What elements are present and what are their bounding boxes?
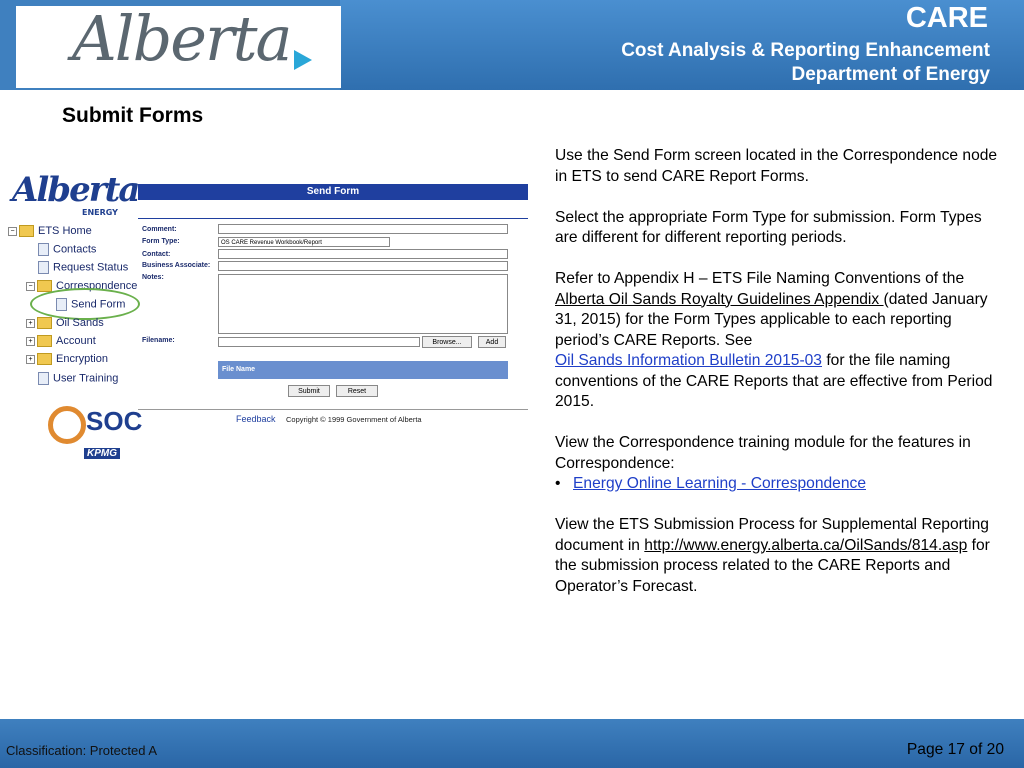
online-learning-link[interactable]: Energy Online Learning - Correspondence <box>573 475 866 492</box>
logo-mark-icon <box>294 50 312 70</box>
classification-label: Classification: Protected A <box>6 743 158 758</box>
tree-item-oil-sands[interactable]: + Oil Sands <box>26 317 104 329</box>
folder-icon <box>19 225 34 237</box>
expand-icon: + <box>26 355 35 364</box>
comment-input[interactable] <box>218 224 508 234</box>
tree-item-encryption[interactable]: + Encryption <box>26 353 108 365</box>
ets-alberta-logo: Alberta <box>12 170 139 210</box>
send-form-panel <box>138 184 528 406</box>
kpmg-logo: KPMG <box>84 448 120 459</box>
comment-label: Comment: <box>142 226 177 233</box>
page-number: Page 17 of 20 <box>906 741 1004 758</box>
care-title: CARE <box>905 2 988 34</box>
tree-item-correspondence[interactable]: − Correspondence <box>26 280 137 292</box>
energy-url-link[interactable]: http://www.energy.alberta.ca/OilSands/814.asp <box>644 536 968 554</box>
slide-title: Submit Forms <box>62 104 204 127</box>
paragraph-submission: View the ETS Submission Process for Supplemental Reporting document in http://www.energy.alberta.ca/OilSands/814.asp for the submission process related to the CARE Reports and Operator’s Forecast. <box>555 516 990 595</box>
submit-button[interactable]: Submit <box>288 385 330 397</box>
send-form-body <box>138 218 528 410</box>
contact-select[interactable] <box>218 249 508 259</box>
tree-item-request-status[interactable]: Request Status <box>38 261 128 274</box>
instructions-text <box>555 146 1005 618</box>
filename-label: Filename: <box>142 337 175 344</box>
notes-label: Notes: <box>142 274 164 281</box>
folder-icon <box>37 317 52 329</box>
highlight-oval <box>30 288 140 320</box>
paragraph-training: View the Correspondence training module for the features in Correspondence: <box>555 434 971 472</box>
paragraph-form-type: Select the appropriate Form Type for submission. Form Types are different for different reporting periods. <box>555 208 982 246</box>
notes-textarea[interactable] <box>218 274 508 334</box>
ets-energy-label: ENERGY <box>82 208 118 217</box>
expand-icon: + <box>26 337 35 346</box>
folder-icon <box>37 335 52 347</box>
collapse-icon: − <box>8 227 17 236</box>
tree-item-contacts[interactable]: Contacts <box>38 243 96 256</box>
add-button[interactable]: Add <box>478 336 506 348</box>
feedback-link[interactable]: Feedback <box>236 414 276 424</box>
filename-input[interactable] <box>218 337 420 347</box>
form-type-label: Form Type: <box>142 238 180 245</box>
soc-logo: SOC <box>48 402 138 462</box>
soc-ring-icon <box>48 406 86 444</box>
contact-label: Contact: <box>142 251 171 258</box>
paragraph-send-form: Use the Send Form screen located in the Correspondence node in ETS to send CARE Report Forms. <box>555 147 998 185</box>
expand-icon: + <box>26 319 35 328</box>
bullet-item <box>555 474 1005 495</box>
bullet-icon: • <box>555 475 561 492</box>
file-icon <box>38 261 49 274</box>
browse-button[interactable]: Browse... <box>422 336 472 348</box>
alberta-logo <box>16 2 341 88</box>
tree-item-user-training[interactable]: User Training <box>38 372 118 385</box>
collapse-icon: − <box>26 282 35 291</box>
header-subtitle-1: Cost Analysis & Reporting Enhancement <box>621 40 990 61</box>
reset-button[interactable]: Reset <box>336 385 378 397</box>
copyright-text: Copyright © 1999 Government of Alberta <box>286 415 422 424</box>
business-associate-select[interactable] <box>218 261 508 271</box>
alberta-logo-text: Alberta <box>72 2 291 75</box>
tree-item-account[interactable]: + Account <box>26 335 96 347</box>
file-name-header: File Name <box>218 361 508 379</box>
bulletin-link[interactable]: Oil Sands Information Bulletin 2015-03 <box>555 352 822 369</box>
tree-item-ets-home[interactable]: − ETS Home <box>8 225 92 237</box>
tree-item-send-form[interactable]: Send Form <box>56 298 125 311</box>
header-subtitle-2: Department of Energy <box>791 64 990 85</box>
royalty-guidelines-link[interactable]: Alberta Oil Sands Royalty Guidelines Appendix <box>555 290 884 308</box>
paragraph-appendix: Refer to Appendix H – ETS File Naming Conventions of the Alberta Oil Sands Royalty Guidelines Appendix (dated January 31, 2015) for the Form Types applicable to each reporting period’s CARE Reports. See Oil Sands Information Bulletin 2015-03 for the file naming conventions of the CARE Reports that are effective from Period 2015. <box>555 270 993 410</box>
file-icon <box>38 243 49 256</box>
business-associate-label: Business Associate: <box>142 262 211 269</box>
folder-icon <box>37 280 52 292</box>
folder-icon <box>37 353 52 365</box>
send-form-title: Send Form <box>138 184 528 200</box>
file-icon <box>38 372 49 385</box>
form-type-select[interactable]: OS CARE Revenue Workbook/Report <box>218 237 390 247</box>
